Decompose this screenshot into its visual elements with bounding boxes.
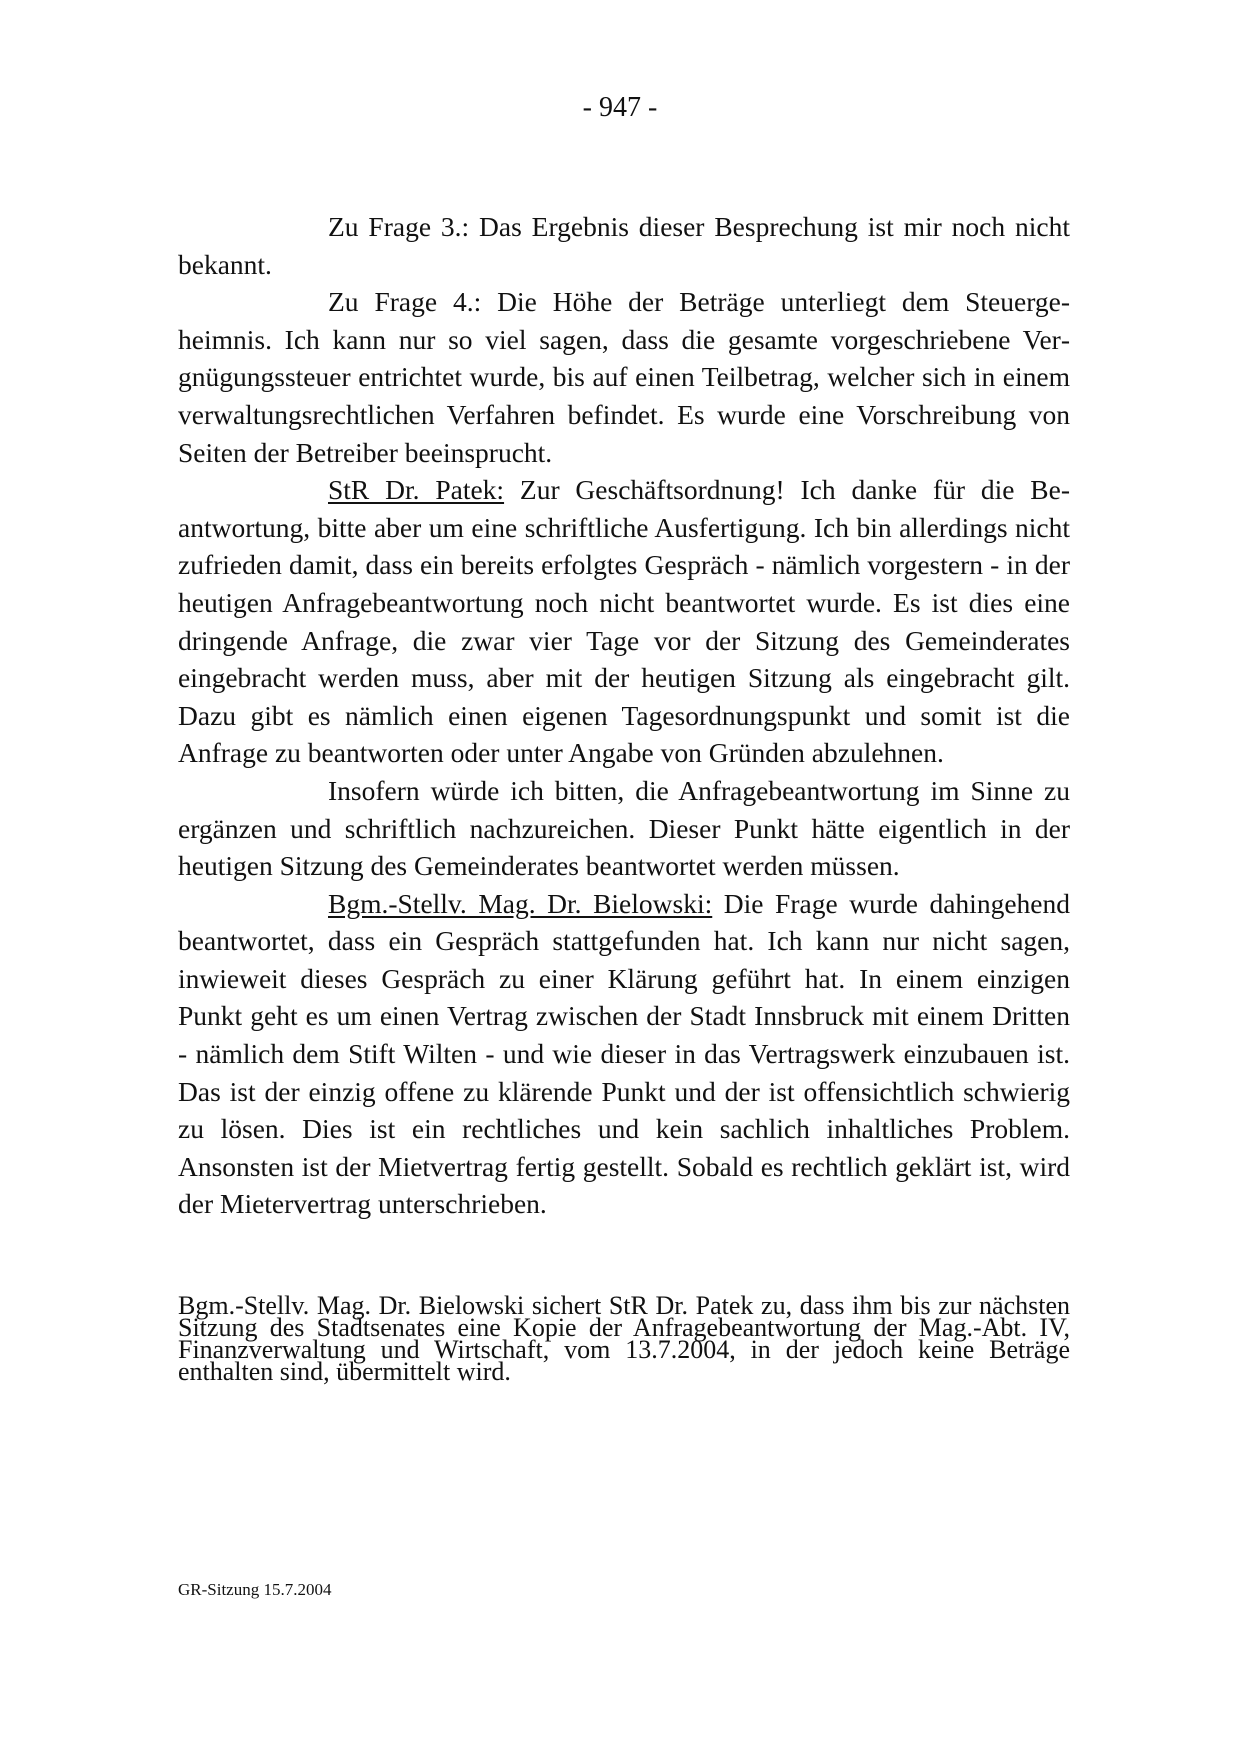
paragraph-text: Die Frage wurde dahingehend beantwortet, dass ein Gespräch stattgefunden hat. Ich kann nur nicht sagen, inwieweit dieses Gespräch zu einer Klärung geführt hat. In einem einzigen Punkt geht es um einen Vertrag zwischen der Stadt Innsbruck mit einem Dritten - nämlich dem Stift Wilten - und wie dieser in das Vertragswerk einzubauen ist. Das ist der einzig offene zu klärende Punkt und der ist offensichtlich schwierig zu lösen. Dies ist ein rechtliches und kein sachlich inhaltliches Problem. Ansonsten ist der Mietvertrag fertig gestellt. Sobald es rechtlich geklärt ist, wird der Mietervertrag unterschrieben. xyxy=(178,887,1070,1220)
speaker-name: StR Dr. Patek: xyxy=(328,474,505,506)
paragraph-patek-request xyxy=(178,772,1070,885)
page-number: - 947 - xyxy=(582,92,658,123)
paragraph-text: Insofern würde ich bitten, die Anfragebeantwortung im Sinne zu ergänzen und schriftlich nachzureichen. Dieser Punkt hätte eigentlich in der heutigen Sitzung des Gemeinderates beantwortet werden müssen. xyxy=(178,774,1070,882)
paragraph-text: Zu Frage 3.: Das Ergebnis dieser Besprechung ist mir noch nicht bekannt. xyxy=(178,211,1070,280)
paragraph-frage-4 xyxy=(178,283,1070,471)
summary-note: Bgm.-Stellv. Mag. Dr. Bielowski sichert StR Dr. Patek zu, dass ihm bis zur nächsten Sitzung des Stadtsenates eine Kopie der Anfragebeantwortung der Mag.-Abt. IV, Finanzverwaltung und Wirtschaft, vom 13.7.2004, in der jedoch keine Beträge enthalten sind, übermittelt wird. xyxy=(178,1291,1070,1386)
paragraph-patek-statement xyxy=(178,471,1070,772)
paragraph-bielowski-reply xyxy=(178,885,1070,1223)
minutes-body xyxy=(178,208,1070,1223)
paragraph-text: Zur Geschäftsordnung! Ich danke für die Beantwortung, bitte aber um eine schriftliche Ausfertigung. Ich bin allerdings nicht zufrieden damit, dass ein bereits erfolgtes Gespräch - nämlich vorgestern - in der heutigen Anfragebeantwortung noch nicht beantwortet wurde. Es ist dies eine dringende Anfrage, die zwar vier Tage vor der Sitzung des Gemeinderates eingebracht werden muss, aber mit der heutigen Sitzung als eingebracht gilt. Dazu gibt es nämlich einen eigenen Tagesordnungspunkt und somit ist die Anfrage zu beantworten oder unter Angabe von Gründen abzulehnen. xyxy=(178,474,1071,769)
paragraph-frage-3 xyxy=(178,208,1070,283)
page-footer: GR-Sitzung 15.7.2004 xyxy=(178,1580,332,1599)
paragraph-text: Zu Frage 4.: Die Höhe der Beträge unterliegt dem Steuergeheimnis. Ich kann nur so viel sagen, dass die gesamte vorgeschriebene Vergnügungssteuer entrichtet wurde, bis auf einen Teilbetrag, welcher sich in einem verwaltungsrechtlichen Verfahren befindet. Es wurde eine Vorschreibung von Seiten der Betreiber beeinsprucht. xyxy=(178,286,1070,468)
speaker-name: Bgm.-Stellv. Mag. Dr. Bielowski: xyxy=(328,887,713,919)
